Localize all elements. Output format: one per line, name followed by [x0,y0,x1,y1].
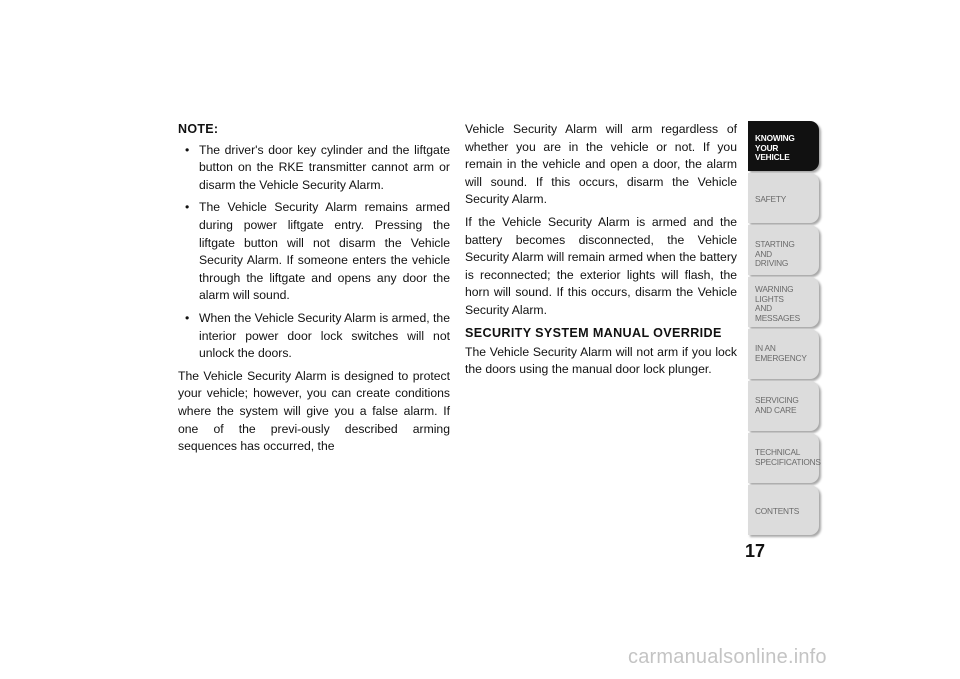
bullet-item: • When the Vehicle Security Alarm is armed, the interior power door lock switches will not unlock the doors. [185,310,450,361]
body-paragraph: The Vehicle Security Alarm will not arm if you lock the doors using the manual door lock plunger. [465,344,737,377]
bullet-icon: • [185,142,190,157]
page-number: 17 [745,541,766,561]
note-bullet-list [178,142,450,363]
note-heading: NOTE: [178,122,219,136]
tab-in-an-emergency[interactable]: IN AN EMERGENCY [748,329,819,379]
tab-servicing-and-care[interactable]: SERVICING AND CARE [748,381,819,431]
tab-starting-and-driving[interactable]: STARTING AND DRIVING [748,225,819,275]
bullet-icon: • [185,200,190,215]
body-paragraph: Vehicle Security Alarm will arm regardless of whether you are in the vehicle or not. If you remain in the vehicle and open a door, the alarm will sound. If this occurs, disarm the Vehicle Security Alarm. [465,122,737,207]
body-paragraph: If the Vehicle Security Alarm is armed and the battery becomes disconnected, the Vehicle Security Alarm will remain armed when the battery is reconnected; the exterior lights will flash, the horn will sound. If this occurs, disarm the Vehicle Security Alarm. [465,214,737,317]
body-paragraph: The Vehicle Security Alarm is designed to protect your vehicle; however, you can create conditions where the system will give you a false alarm. If one of the previ-ously described arming sequences has occurred, the [178,368,450,454]
watermark-text: carmanualsonline.info [628,646,827,668]
tab-warning-lights-and-messages[interactable]: WARNING LIGHTS AND MESSAGES [748,277,819,327]
right-column [465,121,737,384]
chapter-tab-sidebar [748,121,819,537]
tab-technical-specifications[interactable]: TECHNICAL SPECIFICATIONS [748,433,819,483]
tab-safety[interactable]: SAFETY [748,173,819,223]
left-column [178,121,450,461]
section-heading: SECURITY SYSTEM MANUAL OVERRIDE [465,325,722,340]
bullet-item: • The driver's door key cylinder and the liftgate button on the RKE transmitter cannot arm or disarm the Vehicle Security Alarm. [185,142,450,192]
tab-contents[interactable]: CONTENTS [748,485,819,535]
tab-knowing-your-vehicle[interactable]: KNOWING YOUR VEHICLE [748,121,819,171]
bullet-item: • The Vehicle Security Alarm remains armed during power liftgate entry. Pressing the liftgate button will not disarm the Vehicle Security Alarm. If someone enters the vehicle through the liftgate and opens any door the alarm will sound. [185,200,450,303]
bullet-icon: • [185,310,190,325]
